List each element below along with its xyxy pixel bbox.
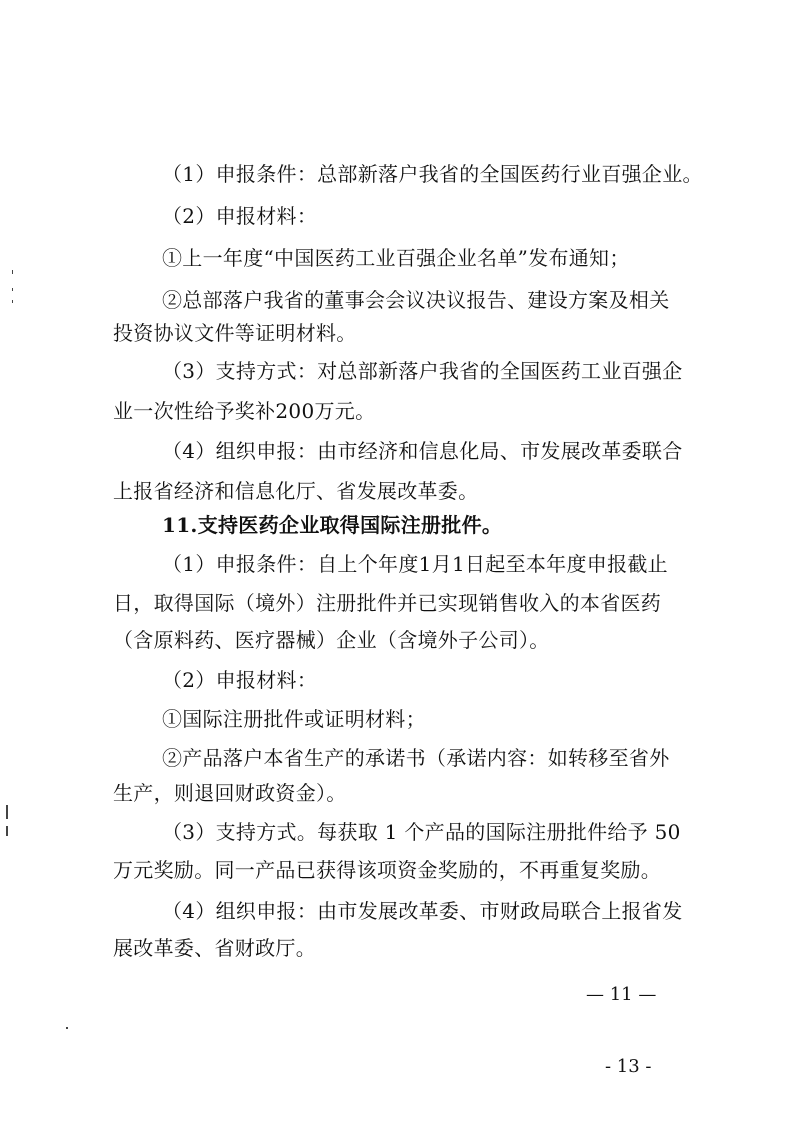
paragraph-line: 万元奖励。同一产品已获得该项资金奖励的，不再重复奖励。 (113, 858, 662, 882)
paragraph-line: （1）申报条件：总部新落户我省的全国医药行业百强企业。 (162, 162, 703, 186)
scan-artifact (12, 270, 13, 274)
paragraph-line: （1）申报条件：自上个年度1月1日起至本年度申报截止 (162, 552, 668, 576)
paragraph-line: ①上一年度“中国医药工业百强企业名单”发布通知； (162, 246, 630, 270)
paragraph-line: ①国际注册批件或证明材料； (162, 707, 426, 731)
scan-artifact (6, 805, 8, 819)
scan-artifact (12, 300, 13, 303)
paragraph-line: （4）组织申报：由市经济和信息化局、市发展改革委联合 (162, 439, 683, 463)
paragraph-line: 展改革委、省财政厅。 (113, 936, 316, 960)
paragraph-line: 业一次性给予奖补200万元。 (113, 399, 376, 423)
paragraph-line: ②总部落户我省的董事会会议决议报告、建设方案及相关 (162, 288, 670, 312)
paragraph-line: （2）申报材料： (162, 668, 318, 692)
paragraph-line: （4）组织申报：由市发展改革委、市财政局联合上报省发 (162, 899, 683, 923)
page-number-outer: - 13 - (605, 1056, 652, 1077)
paragraph-line: ②产品落户本省生产的承诺书（承诺内容：如转移至省外 (162, 746, 670, 770)
scan-artifact (66, 1027, 68, 1029)
paragraph-line: （含原料药、医疗器械）企业（含境外子公司）。 (113, 628, 550, 652)
section-heading: 11.支持医药企业取得国际注册批件。 (162, 513, 503, 537)
page-number-inner: — 11 — (586, 984, 657, 1005)
paragraph-line: 上报省经济和信息化厅、省发展改革委。 (113, 479, 479, 503)
paragraph-line: 投资协议文件等证明材料。 (113, 321, 357, 345)
paragraph-line: （3）支持方式：对总部新落户我省的全国医药工业百强企 (162, 359, 683, 383)
paragraph-line: （2）申报材料： (162, 204, 318, 228)
paragraph-line: 生产，则退回财政资金）。 (113, 781, 347, 805)
scan-artifact (12, 288, 13, 291)
paragraph-line: （3）支持方式。每获取 1 个产品的国际注册批件给予 50 (162, 820, 681, 844)
scan-artifact (6, 826, 8, 836)
paragraph-line: 日，取得国际（境外）注册批件并已实现销售收入的本省医药 (113, 591, 662, 615)
